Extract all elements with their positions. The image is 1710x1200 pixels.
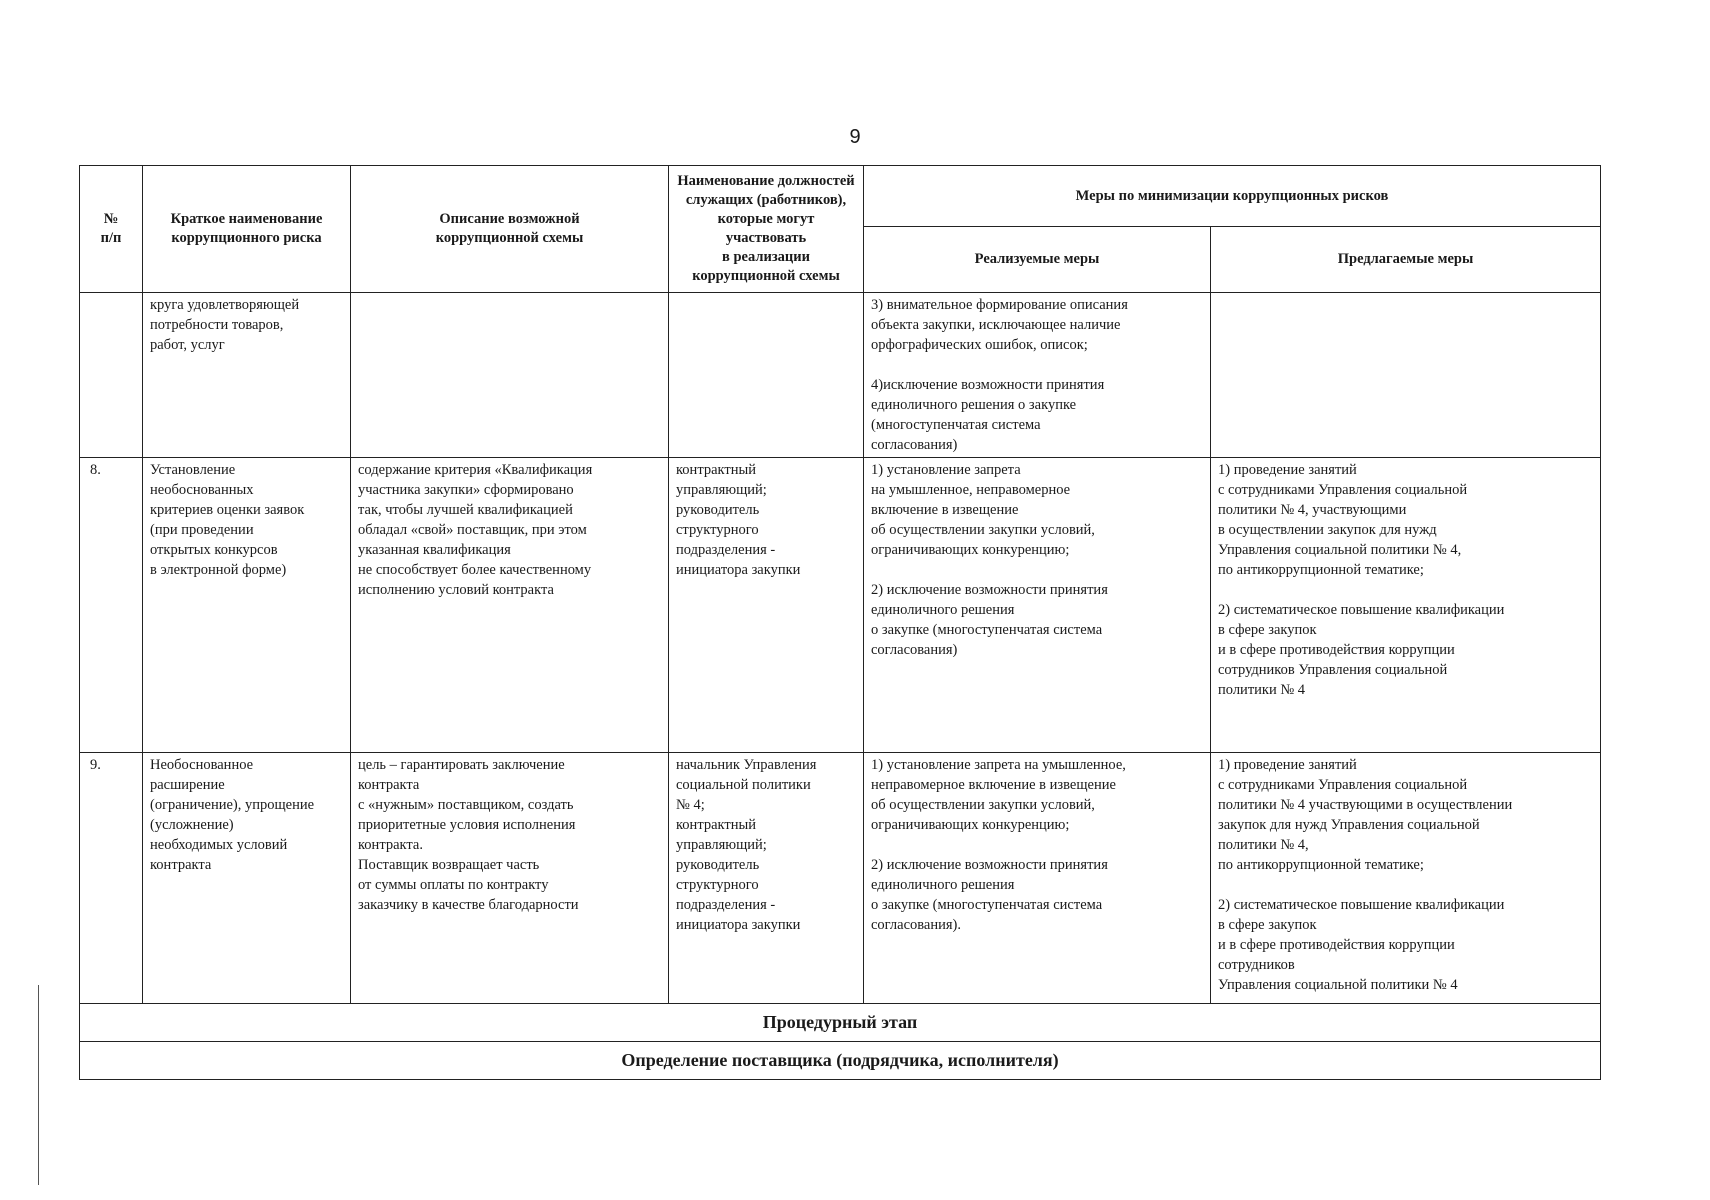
row-proposed xyxy=(1211,753,1601,1004)
header-implemented: Реализуемые меры xyxy=(864,227,1211,293)
cell-line xyxy=(871,835,1203,855)
cell-line: сотрудников Управления социальной xyxy=(1218,662,1448,678)
cell-line: 1) установление запрета на умышленное, xyxy=(871,757,1126,773)
cell-line: 4)исключение возможности принятия xyxy=(871,377,1105,393)
cell-line: и в сфере противодействия коррупции xyxy=(1218,937,1455,953)
cell-line: о закупке (многоступенчатая система xyxy=(871,622,1103,638)
row-scheme xyxy=(351,458,669,753)
header-line: коррупционной схемы xyxy=(435,230,584,246)
cell-line: в сфере закупок xyxy=(1218,622,1317,638)
cell-line: политики № 4, участвующими xyxy=(1218,502,1407,518)
cell-line: объекта закупки, исключающее наличие xyxy=(871,317,1121,333)
table-row xyxy=(80,293,1601,458)
cell-line: руководитель xyxy=(676,502,760,518)
row-num: 9. xyxy=(80,753,143,1004)
row-scheme xyxy=(351,293,669,458)
header-risk xyxy=(143,166,351,293)
header-line: служащих (работников), xyxy=(685,192,847,209)
cell-line: с сотрудниками Управления социальной xyxy=(1218,482,1468,498)
row-num: 8. xyxy=(80,458,143,753)
header-line: в реализации xyxy=(722,248,810,265)
header-positions xyxy=(669,166,864,293)
cell-line: управляющий; xyxy=(676,837,767,853)
row-num xyxy=(80,293,143,458)
cell-line: так, чтобы лучшей квалификацией xyxy=(358,502,573,518)
cell-line: круга удовлетворяющей xyxy=(150,297,300,313)
row-implemented xyxy=(864,753,1211,1004)
cell-line: открытых конкурсов xyxy=(150,542,278,558)
cell-line: на умышленное, неправомерное xyxy=(871,482,1071,498)
header-line: Описание возможной xyxy=(439,211,580,228)
row-positions xyxy=(669,293,864,458)
cell-line: включение в извещение xyxy=(871,502,1019,518)
row-risk xyxy=(143,753,351,1004)
cell-line: (при проведении xyxy=(150,522,254,538)
cell-line: Поставщик возвращает часть xyxy=(358,857,540,873)
cell-line: Установление xyxy=(150,462,236,478)
cell-line: обладал «свой» поставщик, при этом xyxy=(358,522,587,538)
cell-line: (многоступенчатая система xyxy=(871,417,1041,433)
row-proposed xyxy=(1211,293,1601,458)
cell-line: Управления социальной политики № 4 xyxy=(1218,977,1458,993)
cell-line: по антикоррупционной тематике; xyxy=(1218,857,1424,873)
cell-line: № 4; xyxy=(676,797,705,813)
row-implemented xyxy=(864,293,1211,458)
cell-line: единоличного решения xyxy=(871,877,1015,893)
cell-line: руководитель xyxy=(676,857,760,873)
cell-line: цель – гарантировать заключение xyxy=(358,757,565,773)
table-row xyxy=(80,753,1601,1004)
cell-line xyxy=(1218,580,1593,600)
cell-line: 2) исключение возможности принятия xyxy=(871,857,1108,873)
cell-line: в электронной форме) xyxy=(150,562,287,578)
cell-line: необоснованных xyxy=(150,482,254,498)
cell-line: управляющий; xyxy=(676,482,767,498)
cell-line: (ограничение), упрощение xyxy=(150,797,315,813)
stage-row xyxy=(80,1004,1601,1042)
cell-line: необходимых условий xyxy=(150,837,288,853)
cell-line: 1) проведение занятий xyxy=(1218,757,1357,773)
cell-line: согласования). xyxy=(871,917,961,933)
cell-line: 1) проведение занятий xyxy=(1218,462,1357,478)
cell-line: критериев оценки заявок xyxy=(150,502,305,518)
cell-line xyxy=(871,355,1203,375)
cell-line: инициатора закупки xyxy=(676,917,801,933)
page-number: 9 xyxy=(849,126,861,148)
cell-line: подразделения - xyxy=(676,897,776,913)
cell-line: содержание критерия «Квалификация xyxy=(358,462,593,478)
cell-line: контракта. xyxy=(358,837,423,853)
cell-line: о закупке (многоступенчатая система xyxy=(871,897,1103,913)
cell-line: единоличного решения о закупке xyxy=(871,397,1077,413)
cell-line: согласования) xyxy=(871,642,958,658)
header-line: п/п xyxy=(100,230,122,246)
cell-line xyxy=(1218,875,1593,895)
cell-line: Необоснованное xyxy=(150,757,254,773)
cell-line: подразделения - xyxy=(676,542,776,558)
cell-line: 2) систематическое повышение квалификации xyxy=(1218,602,1505,618)
cell-line: начальник Управления xyxy=(676,757,817,773)
cell-line: контрактный xyxy=(676,462,756,478)
cell-line: и в сфере противодействия коррупции xyxy=(1218,642,1455,658)
header-line: Наименование должностей xyxy=(677,173,855,190)
row-risk xyxy=(143,458,351,753)
header-line: коррупционного риска xyxy=(171,230,322,246)
cell-line: контракта xyxy=(358,777,420,793)
cell-line: структурного xyxy=(676,522,759,538)
stage-supplier: Определение поставщика (подрядчика, исполнителя) xyxy=(80,1041,1601,1079)
cell-line: согласования) xyxy=(871,437,958,453)
row-proposed xyxy=(1211,458,1601,753)
cell-line: (усложнение) xyxy=(150,817,234,833)
stage-row xyxy=(80,1041,1601,1079)
cell-line: приоритетные условия исполнения xyxy=(358,817,576,833)
cell-line: с сотрудниками Управления социальной xyxy=(1218,777,1468,793)
cell-line: от суммы оплаты по контракту xyxy=(358,877,549,893)
cell-line: потребности товаров, xyxy=(150,317,284,333)
header-scheme xyxy=(351,166,669,293)
cell-line: контрактный xyxy=(676,817,756,833)
header-line: № xyxy=(103,211,119,228)
cell-line: социальной политики xyxy=(676,777,811,793)
cell-line: ограничивающих конкуренцию; xyxy=(871,542,1070,558)
header-line: участвовать xyxy=(725,230,807,246)
cell-line: 1) установление запрета xyxy=(871,462,1021,478)
cell-line: политики № 4 участвующими в осуществлении xyxy=(1218,797,1513,813)
stage-procedural: Процедурный этап xyxy=(80,1004,1601,1042)
margin-line xyxy=(38,985,39,1185)
row-positions xyxy=(669,753,864,1004)
cell-line: неправомерное включение в извещение xyxy=(871,777,1116,793)
cell-line: 2) систематическое повышение квалификации xyxy=(1218,897,1505,913)
cell-line: ограничивающих конкуренцию; xyxy=(871,817,1070,833)
cell-line: работ, услуг xyxy=(150,337,225,353)
cell-line: исполнению условий контракта xyxy=(358,582,554,598)
cell-line: участника закупки» сформировано xyxy=(358,482,574,498)
row-implemented xyxy=(864,458,1211,753)
cell-line: единоличного решения xyxy=(871,602,1015,618)
cell-line: заказчику в качестве благодарности xyxy=(358,897,579,913)
header-line: которые могут xyxy=(717,211,815,228)
cell-line: в осуществлении закупок для нужд xyxy=(1218,522,1437,538)
cell-line: политики № 4, xyxy=(1218,837,1309,853)
cell-line: политики № 4 xyxy=(1218,682,1306,698)
cell-line: в сфере закупок xyxy=(1218,917,1317,933)
cell-line: орфографических ошибок, описок; xyxy=(871,337,1088,353)
header-measures: Меры по минимизации коррупционных рисков xyxy=(864,166,1601,227)
cell-line xyxy=(871,560,1203,580)
table-row xyxy=(80,458,1601,753)
cell-line: контракта xyxy=(150,857,212,873)
header-proposed: Предлагаемые меры xyxy=(1211,227,1601,293)
risk-table xyxy=(79,165,1601,1080)
cell-line: указанная квалификация xyxy=(358,542,511,558)
row-risk xyxy=(143,293,351,458)
header-line: коррупционной схемы xyxy=(692,267,840,284)
cell-line: не способствует более качественному xyxy=(358,562,592,578)
cell-line: Управления социальной политики № 4, xyxy=(1218,542,1462,558)
cell-line: с «нужным» поставщиком, создать xyxy=(358,797,574,813)
cell-line: сотрудников xyxy=(1218,957,1295,973)
cell-line: 2) исключение возможности принятия xyxy=(871,582,1108,598)
header-line: Краткое наименование xyxy=(170,211,323,228)
row-scheme xyxy=(351,753,669,1004)
header-num xyxy=(80,166,143,293)
cell-line: инициатора закупки xyxy=(676,562,801,578)
row-positions xyxy=(669,458,864,753)
cell-line: закупок для нужд Управления социальной xyxy=(1218,817,1480,833)
cell-line: об осуществлении закупки условий, xyxy=(871,797,1095,813)
cell-line: расширение xyxy=(150,777,225,793)
cell-line: 3) внимательное формирование описания xyxy=(871,297,1128,313)
cell-line: структурного xyxy=(676,877,759,893)
cell-line: об осуществлении закупки условий, xyxy=(871,522,1095,538)
cell-line: по антикоррупционной тематике; xyxy=(1218,562,1424,578)
